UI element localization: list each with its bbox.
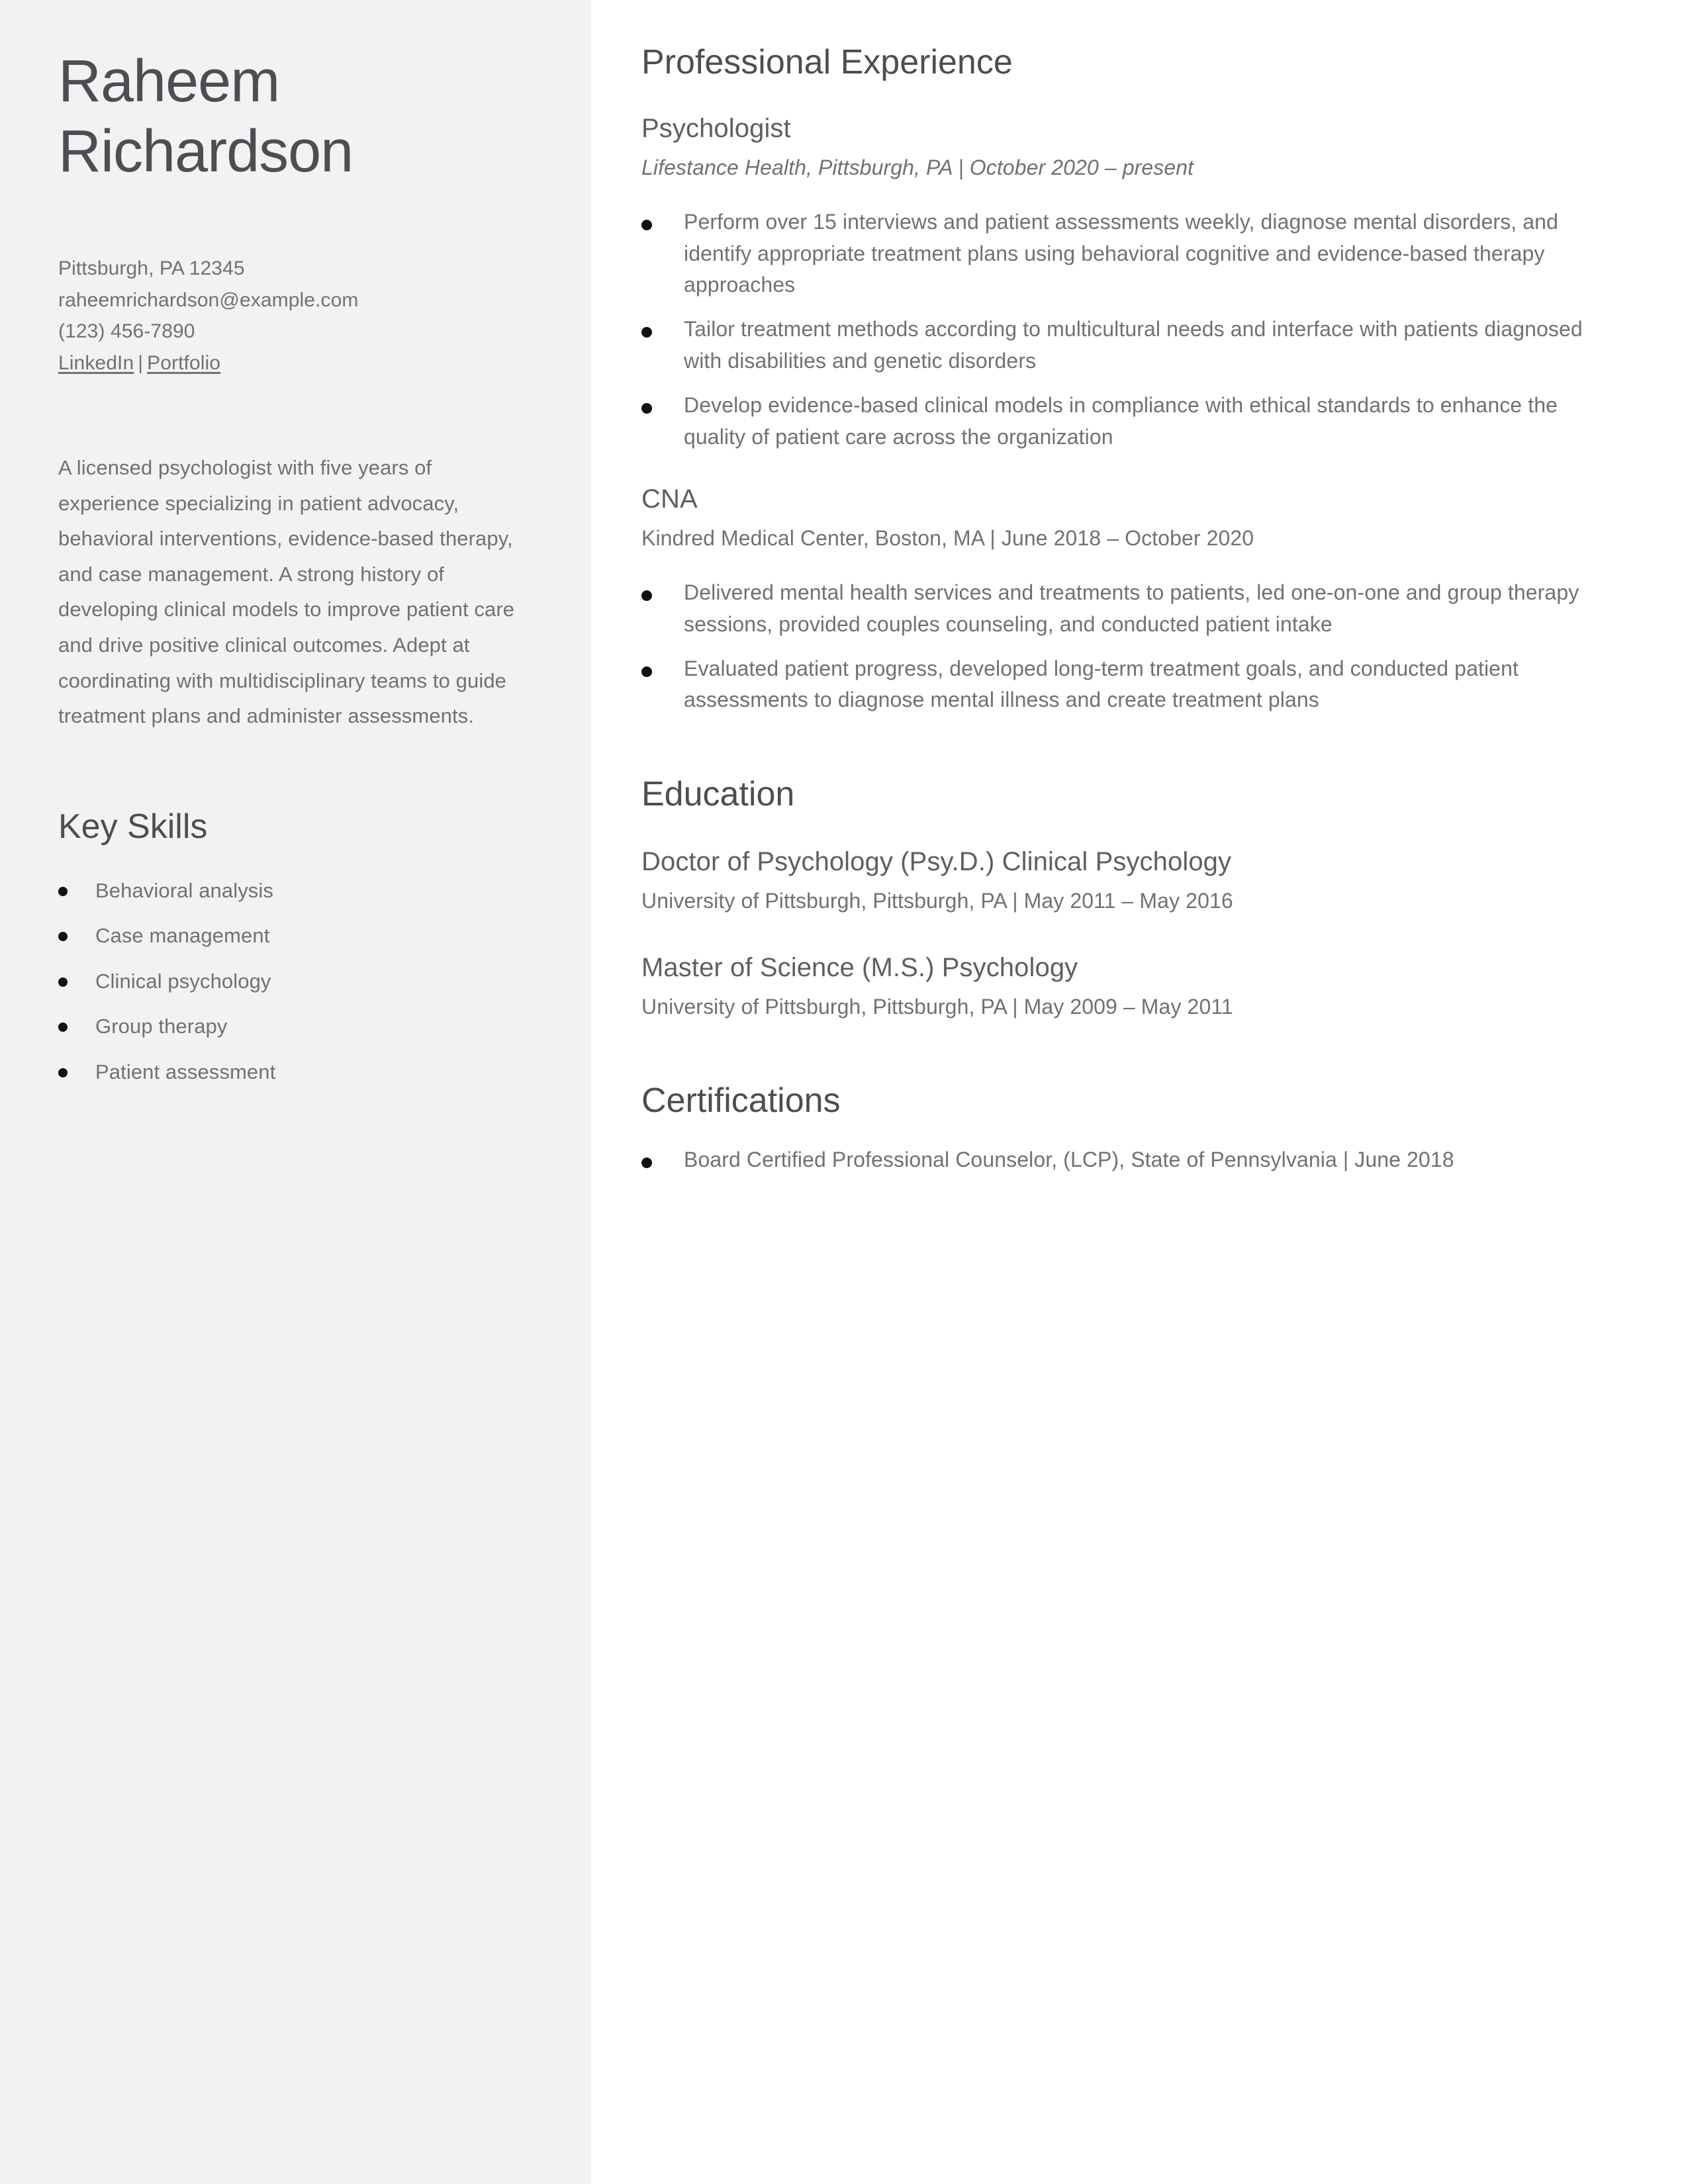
experience-heading: Professional Experience [641, 43, 1013, 81]
linkedin-link[interactable]: LinkedIn [58, 351, 134, 374]
job-meta: Lifestance Health, Pittsburgh, PA | October 2020 – present [641, 156, 1194, 179]
skill-label: Patient assessment [95, 1060, 276, 1083]
contact-block [58, 253, 533, 379]
professional-summary: A licensed psychologist with five years of experience specializing in patient advocacy, behavioral interventions, evidence-based therapy, and case management. A strong history of developing clinical models to improve patient care and drive positive clinical outcomes. Adept at coordinating with multidisciplinary teams to guide treatment plans and administer assessments. [58, 455, 515, 728]
contact-location: Pittsburgh, PA 12345 [58, 257, 245, 280]
certification-text: Board Certified Professional Counselor, (LCP), State of Pennsylvania | June 2018 [684, 1147, 1454, 1171]
contact-email[interactable]: raheemrichardson@example.com [58, 289, 359, 311]
key-skills-heading: Key Skills [58, 807, 208, 846]
skill-label: Group therapy [95, 1015, 228, 1038]
degree-title: Master of Science (M.S.) Psychology [641, 953, 1078, 983]
list-item [58, 876, 533, 907]
degree-meta: University of Pittsburgh, Pittsburgh, PA | May 2011 – May 2016 [641, 888, 1233, 913]
education-heading: Education [641, 774, 795, 813]
degree-title: Doctor of Psychology (Psy.D.) Clinical Psychology [641, 846, 1232, 876]
skill-label: Clinical psychology [95, 969, 271, 993]
list-item [641, 206, 1636, 300]
sidebar [0, 0, 591, 2184]
certifications-list [641, 1144, 1636, 1175]
skill-label: Case management [95, 924, 270, 948]
list-item [641, 577, 1636, 640]
portfolio-link[interactable]: Portfolio [147, 351, 221, 374]
job-bullets [641, 206, 1636, 453]
key-skills-list [58, 876, 533, 1088]
bullet-icon [641, 666, 652, 677]
bullet-icon [641, 403, 652, 414]
list-item [58, 1057, 533, 1088]
bullet-text: Tailor treatment methods according to multicultural needs and interface with patients diagnosed with disabilities and genetic disorders [684, 317, 1583, 373]
candidate-name [58, 46, 533, 187]
job-meta: Kindred Medical Center, Boston, MA | June 2018 – October 2020 [641, 525, 1254, 550]
job-title: CNA [641, 484, 698, 514]
bullet-icon [58, 887, 68, 896]
bullet-text: Develop evidence-based clinical models in compliance with ethical standards to enhance the quality of patient care across the organization [684, 393, 1558, 449]
list-item [58, 921, 533, 952]
education-entry [641, 844, 1636, 916]
bullet-icon [58, 932, 68, 941]
list-item [641, 390, 1636, 453]
bullet-icon [58, 978, 68, 987]
certifications-heading: Certifications [641, 1081, 841, 1120]
experience-entry [641, 111, 1636, 453]
bullet-text: Perform over 15 interviews and patient assessments weekly, diagnose mental disorders, and identify appropriate treatment plans using behavioral cognitive and evidence-based therapy approaches [684, 210, 1558, 297]
bullet-icon [641, 327, 652, 338]
list-item [641, 653, 1636, 716]
first-name: Raheem [58, 48, 280, 114]
degree-meta: University of Pittsburgh, Pittsburgh, PA | May 2009 – May 2011 [641, 995, 1233, 1019]
skill-label: Behavioral analysis [95, 878, 273, 902]
list-item [641, 1144, 1636, 1175]
education-entry [641, 950, 1636, 1022]
last-name: Richardson [58, 118, 353, 185]
job-title: Psychologist [641, 114, 791, 143]
bullet-text: Evaluated patient progress, developed long-term treatment goals, and conducted patient assessments to diagnose mental illness and create treatment plans [684, 657, 1519, 712]
bullet-text: Delivered mental health services and treatments to patients, led one-on-one and group therapy sessions, provided couples counseling, and conducted patient intake [684, 580, 1579, 636]
bullet-icon [641, 590, 652, 601]
bullet-icon [641, 220, 652, 230]
job-bullets [641, 577, 1636, 715]
bullet-icon [58, 1023, 68, 1032]
experience-entry [641, 482, 1636, 716]
list-item [58, 966, 533, 997]
main-content [591, 0, 1688, 2184]
list-item [641, 314, 1636, 377]
link-separator: | [138, 351, 144, 374]
list-item [58, 1011, 533, 1042]
bullet-icon [641, 1158, 652, 1168]
contact-links [58, 347, 533, 379]
contact-phone[interactable]: (123) 456-7890 [58, 320, 195, 343]
bullet-icon [58, 1068, 68, 1077]
